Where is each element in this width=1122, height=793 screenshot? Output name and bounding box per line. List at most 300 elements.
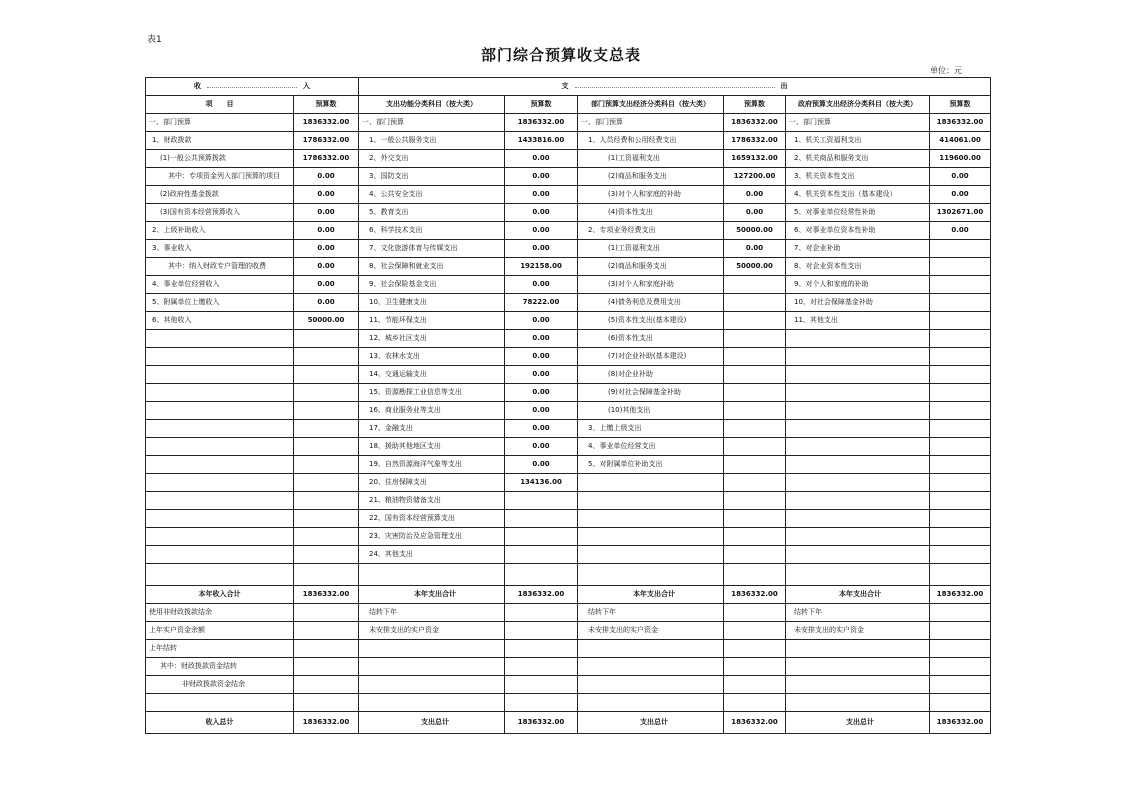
- cell-functional-item: 14、交通运输支出: [359, 366, 505, 384]
- cell-functional-amount: 0.00: [505, 330, 578, 348]
- col-header-dept-economic: 部门预算支出经济分类科目（按大类）: [578, 96, 724, 114]
- cell-gov-economic-item: [786, 676, 930, 694]
- cell-income-item: 上年实户资金余额: [146, 622, 294, 640]
- cell-functional-item: 2、外交支出: [359, 150, 505, 168]
- cell-income-amount: 1786332.00: [294, 132, 359, 150]
- cell-functional-item: 一、部门预算: [359, 114, 505, 132]
- cell-dept-economic-amount: [724, 348, 786, 366]
- cell-dept-economic-amount: 0.00: [724, 186, 786, 204]
- cell-income-item: 其中：纳入财政专户管理的收费: [146, 258, 294, 276]
- cell-dept-economic-item: [578, 546, 724, 564]
- empty-cell: [359, 694, 505, 712]
- cell-functional-amount: 0.00: [505, 186, 578, 204]
- cell-dept-economic-amount: [724, 658, 786, 676]
- empty-cell: [930, 564, 991, 586]
- cell-functional-item: 支出总计: [359, 712, 505, 734]
- cell-dept-economic-amount: [724, 438, 786, 456]
- cell-functional-amount: 0.00: [505, 240, 578, 258]
- col-header-functional: 支出功能分类科目（按大类）: [359, 96, 505, 114]
- cell-dept-economic-item: (5)资本性支出(基本建设): [578, 312, 724, 330]
- table-row: [146, 312, 991, 330]
- empty-cell: [505, 694, 578, 712]
- cell-dept-economic-item: [578, 640, 724, 658]
- cell-gov-economic-item: 结转下年: [786, 604, 930, 622]
- cell-dept-economic-item: (2)商品和服务支出: [578, 258, 724, 276]
- cell-functional-item: 18、援助其他地区支出: [359, 438, 505, 456]
- cell-gov-economic-amount: 414061.00: [930, 132, 991, 150]
- cell-dept-economic-amount: [724, 546, 786, 564]
- cell-gov-economic-item: [786, 492, 930, 510]
- cell-functional-amount: 0.00: [505, 456, 578, 474]
- cell-gov-economic-amount: [930, 528, 991, 546]
- cell-dept-economic-amount: [724, 420, 786, 438]
- cell-gov-economic-item: 6、对事业单位资本性补助: [786, 222, 930, 240]
- cell-functional-item: [359, 676, 505, 694]
- cell-dept-economic-item: 3、上缴上级支出: [578, 420, 724, 438]
- cell-gov-economic-amount: [930, 330, 991, 348]
- cell-gov-economic-item: [786, 474, 930, 492]
- cell-gov-economic-item: [786, 366, 930, 384]
- table-row: [146, 474, 991, 492]
- cell-income-amount: [294, 622, 359, 640]
- cell-gov-economic-amount: [930, 676, 991, 694]
- budget-table: [145, 77, 991, 734]
- cell-functional-amount: [505, 546, 578, 564]
- cell-gov-economic-amount: [930, 258, 991, 276]
- cell-gov-economic-amount: [930, 546, 991, 564]
- cell-income-item: [146, 402, 294, 420]
- spacer-row: [146, 564, 991, 586]
- cell-gov-economic-amount: 0.00: [930, 168, 991, 186]
- cell-functional-item: 11、节能环保支出: [359, 312, 505, 330]
- table-row: [146, 348, 991, 366]
- cell-income-amount: [294, 366, 359, 384]
- cell-functional-item: 17、金融支出: [359, 420, 505, 438]
- cell-gov-economic-amount: 1302671.00: [930, 204, 991, 222]
- cell-functional-item: 24、其他支出: [359, 546, 505, 564]
- cell-gov-economic-item: [786, 420, 930, 438]
- cell-income-item: [146, 384, 294, 402]
- cell-functional-amount: [505, 622, 578, 640]
- cell-gov-economic-amount: [930, 492, 991, 510]
- cell-income-amount: [294, 348, 359, 366]
- cell-dept-economic-amount: [724, 366, 786, 384]
- cell-dept-economic-item: 4、事业单位经营支出: [578, 438, 724, 456]
- empty-cell: [786, 564, 930, 586]
- cell-dept-economic-item: [578, 492, 724, 510]
- table-row: [146, 330, 991, 348]
- table-row: [146, 492, 991, 510]
- cell-income-amount: 0.00: [294, 186, 359, 204]
- cell-functional-item: 8、社会保障和就业支出: [359, 258, 505, 276]
- cell-dept-economic-item: 2、专项业务经费支出: [578, 222, 724, 240]
- empty-cell: [505, 564, 578, 586]
- cell-dept-economic-item: [578, 676, 724, 694]
- cell-income-item: (3)国有资本经营预算收入: [146, 204, 294, 222]
- cell-dept-economic-amount: [724, 456, 786, 474]
- cell-gov-economic-item: 7、对企业补助: [786, 240, 930, 258]
- cell-dept-economic-item: (7)对企业补助(基本建设): [578, 348, 724, 366]
- cell-dept-economic-item: (3)对个人和家庭的补助: [578, 186, 724, 204]
- cell-income-amount: [294, 330, 359, 348]
- cell-income-amount: 0.00: [294, 258, 359, 276]
- cell-gov-economic-amount: [930, 438, 991, 456]
- cell-functional-amount: 0.00: [505, 420, 578, 438]
- cell-gov-economic-amount: 1836332.00: [930, 586, 991, 604]
- cell-income-amount: 0.00: [294, 222, 359, 240]
- cell-gov-economic-amount: [930, 658, 991, 676]
- cell-functional-item: [359, 658, 505, 676]
- table-row: [146, 294, 991, 312]
- cell-gov-economic-item: 未安排支出的实户资金: [786, 622, 930, 640]
- cell-functional-amount: [505, 676, 578, 694]
- table-number: 表1: [147, 35, 162, 45]
- cell-gov-economic-item: 3、机关资本性支出: [786, 168, 930, 186]
- cell-dept-economic-item: 未安排支出的实户资金: [578, 622, 724, 640]
- cell-dept-economic-amount: [724, 384, 786, 402]
- cell-income-amount: [294, 676, 359, 694]
- cell-gov-economic-amount: 0.00: [930, 186, 991, 204]
- cell-gov-economic-amount: [930, 276, 991, 294]
- cell-dept-economic-amount: [724, 402, 786, 420]
- cell-dept-economic-item: 5、对附属单位补助支出: [578, 456, 724, 474]
- cell-income-amount: [294, 420, 359, 438]
- cell-gov-economic-item: 10、对社会保障基金补助: [786, 294, 930, 312]
- table-row: [146, 510, 991, 528]
- cell-dept-economic-amount: 1836332.00: [724, 114, 786, 132]
- cell-gov-economic-item: 2、机关商品和服务支出: [786, 150, 930, 168]
- cell-income-item: 1、财政拨款: [146, 132, 294, 150]
- cell-dept-economic-amount: 50000.00: [724, 258, 786, 276]
- cell-income-amount: 0.00: [294, 294, 359, 312]
- cell-functional-item: 未安排支出的实户资金: [359, 622, 505, 640]
- balance-row: [146, 676, 991, 694]
- cell-functional-amount: [505, 492, 578, 510]
- cell-gov-economic-item: 4、机关资本性支出（基本建设）: [786, 186, 930, 204]
- cell-income-item: 其中：财政拨款资金结转: [146, 658, 294, 676]
- cell-income-item: [146, 330, 294, 348]
- cell-income-item: 2、上级补助收入: [146, 222, 294, 240]
- cell-gov-economic-item: 9、对个人和家庭的补助: [786, 276, 930, 294]
- income-section-header: 收 入: [146, 78, 359, 96]
- col-header-income-amount: 预算数: [294, 96, 359, 114]
- cell-income-item: 6、其他收入: [146, 312, 294, 330]
- cell-income-amount: 1836332.00: [294, 586, 359, 604]
- cell-income-item: 3、事业收入: [146, 240, 294, 258]
- cell-income-amount: 0.00: [294, 168, 359, 186]
- cell-income-item: [146, 528, 294, 546]
- cell-dept-economic-amount: [724, 510, 786, 528]
- cell-gov-economic-amount: [930, 294, 991, 312]
- cell-gov-economic-amount: [930, 640, 991, 658]
- cell-functional-amount: 0.00: [505, 204, 578, 222]
- cell-functional-amount: [505, 640, 578, 658]
- table-row: [146, 222, 991, 240]
- cell-functional-item: 6、科学技术支出: [359, 222, 505, 240]
- cell-income-item: [146, 456, 294, 474]
- empty-cell: [146, 564, 294, 586]
- cell-functional-item: 15、资源勘探工业信息等支出: [359, 384, 505, 402]
- empty-cell: [578, 694, 724, 712]
- cell-income-item: [146, 474, 294, 492]
- cell-gov-economic-item: [786, 330, 930, 348]
- cell-income-amount: [294, 604, 359, 622]
- cell-functional-item: 16、商业服务业等支出: [359, 402, 505, 420]
- cell-income-item: [146, 366, 294, 384]
- cell-dept-economic-item: [578, 658, 724, 676]
- cell-functional-item: 7、文化旅游体育与传媒支出: [359, 240, 505, 258]
- balance-row: [146, 604, 991, 622]
- empty-cell: [359, 564, 505, 586]
- cell-gov-economic-amount: [930, 366, 991, 384]
- cell-income-amount: [294, 640, 359, 658]
- cell-dept-economic-amount: [724, 474, 786, 492]
- empty-cell: [578, 564, 724, 586]
- cell-dept-economic-amount: [724, 330, 786, 348]
- column-header-row: [146, 96, 991, 114]
- cell-functional-item: 3、国防支出: [359, 168, 505, 186]
- cell-income-item: 上年结转: [146, 640, 294, 658]
- cell-income-item: 5、附属单位上缴收入: [146, 294, 294, 312]
- cell-gov-economic-amount: [930, 312, 991, 330]
- cell-income-item: [146, 348, 294, 366]
- cell-gov-economic-amount: 0.00: [930, 222, 991, 240]
- cell-dept-economic-item: (10)其他支出: [578, 402, 724, 420]
- empty-cell: [930, 694, 991, 712]
- cell-functional-amount: [505, 658, 578, 676]
- cell-gov-economic-amount: 1836332.00: [930, 712, 991, 734]
- cell-income-item: 一、部门预算: [146, 114, 294, 132]
- col-header-gov-economic: 政府预算支出经济分类科目（按大类）: [786, 96, 930, 114]
- table-row: [146, 258, 991, 276]
- cell-dept-economic-amount: 50000.00: [724, 222, 786, 240]
- section-header-row: [146, 78, 991, 96]
- page-title: 部门综合预算收支总表: [480, 46, 641, 64]
- cell-dept-economic-item: (6)资本性支出: [578, 330, 724, 348]
- cell-dept-economic-item: (2)商品和服务支出: [578, 168, 724, 186]
- balance-row: [146, 622, 991, 640]
- balance-row: [146, 658, 991, 676]
- cell-income-item: [146, 546, 294, 564]
- cell-functional-amount: 1433816.00: [505, 132, 578, 150]
- cell-gov-economic-item: [786, 528, 930, 546]
- table-row: [146, 186, 991, 204]
- cell-functional-amount: [505, 510, 578, 528]
- cell-dept-economic-item: 支出总计: [578, 712, 724, 734]
- col-header-income-item: 项 目: [146, 96, 294, 114]
- cell-dept-economic-item: (4)资本性支出: [578, 204, 724, 222]
- cell-dept-economic-item: 1、人员经费和公用经费支出: [578, 132, 724, 150]
- table-row: [146, 168, 991, 186]
- cell-income-amount: [294, 384, 359, 402]
- cell-income-amount: [294, 658, 359, 676]
- cell-income-amount: [294, 474, 359, 492]
- cell-dept-economic-amount: 1659132.00: [724, 150, 786, 168]
- table-row: [146, 438, 991, 456]
- cell-income-item: [146, 510, 294, 528]
- cell-dept-economic-amount: 0.00: [724, 240, 786, 258]
- cell-dept-economic-amount: [724, 276, 786, 294]
- cell-gov-economic-amount: [930, 384, 991, 402]
- cell-income-amount: 0.00: [294, 240, 359, 258]
- cell-dept-economic-item: 一、部门预算: [578, 114, 724, 132]
- cell-income-amount: 1836332.00: [294, 114, 359, 132]
- cell-gov-economic-item: [786, 384, 930, 402]
- cell-gov-economic-item: [786, 640, 930, 658]
- cell-gov-economic-item: 1、机关工资福利支出: [786, 132, 930, 150]
- cell-dept-economic-item: [578, 528, 724, 546]
- cell-dept-economic-amount: 1836332.00: [724, 586, 786, 604]
- cell-gov-economic-amount: [930, 402, 991, 420]
- table-row: [146, 546, 991, 564]
- cell-income-amount: 50000.00: [294, 312, 359, 330]
- cell-functional-item: 12、城乡社区支出: [359, 330, 505, 348]
- cell-gov-economic-amount: [930, 240, 991, 258]
- cell-income-item: 使用非财政拨款结余: [146, 604, 294, 622]
- cell-gov-economic-item: 本年支出合计: [786, 586, 930, 604]
- cell-gov-economic-amount: [930, 420, 991, 438]
- cell-income-amount: [294, 546, 359, 564]
- table-row: [146, 528, 991, 546]
- table-row: [146, 276, 991, 294]
- table-row: [146, 420, 991, 438]
- cell-income-amount: 0.00: [294, 276, 359, 294]
- grand-total-row: [146, 712, 991, 734]
- cell-income-item: 4、事业单位经营收入: [146, 276, 294, 294]
- cell-dept-economic-item: (9)对社会保障基金补助: [578, 384, 724, 402]
- cell-dept-economic-item: (1)工资福利支出: [578, 150, 724, 168]
- col-header-dept-economic-amount: 预算数: [724, 96, 786, 114]
- cell-functional-item: 结转下年: [359, 604, 505, 622]
- table-row: [146, 384, 991, 402]
- cell-functional-item: 21、粮油物资储备支出: [359, 492, 505, 510]
- cell-dept-economic-amount: 1786332.00: [724, 132, 786, 150]
- cell-functional-amount: 0.00: [505, 312, 578, 330]
- empty-cell: [294, 694, 359, 712]
- cell-dept-economic-item: (4)债务利息及费用支出: [578, 294, 724, 312]
- table-row: [146, 366, 991, 384]
- table-row: [146, 114, 991, 132]
- cell-dept-economic-amount: [724, 528, 786, 546]
- cell-income-item: [146, 492, 294, 510]
- cell-gov-economic-item: [786, 510, 930, 528]
- cell-income-amount: [294, 510, 359, 528]
- table-row: [146, 402, 991, 420]
- cell-dept-economic-amount: [724, 294, 786, 312]
- cell-dept-economic-amount: [724, 622, 786, 640]
- cell-dept-economic-amount: [724, 492, 786, 510]
- cell-income-item: 非财政拨款资金结余: [146, 676, 294, 694]
- empty-cell: [724, 564, 786, 586]
- cell-income-amount: [294, 528, 359, 546]
- empty-cell: [294, 564, 359, 586]
- cell-income-item: (2)政府性基金拨款: [146, 186, 294, 204]
- cell-income-amount: [294, 456, 359, 474]
- cell-income-amount: [294, 438, 359, 456]
- cell-functional-item: 本年支出合计: [359, 586, 505, 604]
- cell-gov-economic-item: 11、其他支出: [786, 312, 930, 330]
- cell-functional-amount: 0.00: [505, 438, 578, 456]
- empty-cell: [786, 694, 930, 712]
- cell-functional-amount: 0.00: [505, 384, 578, 402]
- cell-dept-economic-item: [578, 474, 724, 492]
- cell-dept-economic-item: (3)对个人和家庭补助: [578, 276, 724, 294]
- cell-income-amount: [294, 402, 359, 420]
- cell-gov-economic-amount: 119600.00: [930, 150, 991, 168]
- cell-income-amount: 1836332.00: [294, 712, 359, 734]
- cell-functional-amount: 1836332.00: [505, 586, 578, 604]
- cell-functional-amount: 0.00: [505, 222, 578, 240]
- cell-gov-economic-item: [786, 546, 930, 564]
- cell-income-item: [146, 420, 294, 438]
- cell-dept-economic-amount: 127200.00: [724, 168, 786, 186]
- cell-functional-amount: 0.00: [505, 348, 578, 366]
- cell-gov-economic-item: 一、部门预算: [786, 114, 930, 132]
- cell-income-item: (1)一般公共预算拨款: [146, 150, 294, 168]
- cell-functional-amount: 1836332.00: [505, 712, 578, 734]
- unit-label: 单位：元: [930, 66, 962, 75]
- cell-gov-economic-amount: [930, 604, 991, 622]
- cell-functional-amount: 0.00: [505, 402, 578, 420]
- cell-functional-item: 13、农林水支出: [359, 348, 505, 366]
- table-row: [146, 204, 991, 222]
- table-row: [146, 240, 991, 258]
- cell-gov-economic-amount: [930, 622, 991, 640]
- cell-dept-economic-amount: [724, 312, 786, 330]
- cell-income-item: 收入总计: [146, 712, 294, 734]
- cell-functional-item: [359, 640, 505, 658]
- cell-functional-item: 20、住房保障支出: [359, 474, 505, 492]
- cell-functional-amount: 134136.00: [505, 474, 578, 492]
- cell-functional-amount: 0.00: [505, 366, 578, 384]
- cell-income-item: 本年收入合计: [146, 586, 294, 604]
- cell-gov-economic-amount: 1836332.00: [930, 114, 991, 132]
- cell-functional-item: 1、一般公共服务支出: [359, 132, 505, 150]
- cell-gov-economic-item: [786, 402, 930, 420]
- cell-functional-amount: [505, 528, 578, 546]
- cell-dept-economic-amount: 0.00: [724, 204, 786, 222]
- cell-dept-economic-item: 本年支出合计: [578, 586, 724, 604]
- cell-gov-economic-item: [786, 456, 930, 474]
- cell-functional-item: 5、教育支出: [359, 204, 505, 222]
- cell-gov-economic-item: [786, 658, 930, 676]
- cell-dept-economic-amount: [724, 640, 786, 658]
- cell-functional-amount: [505, 604, 578, 622]
- cell-functional-amount: 0.00: [505, 168, 578, 186]
- cell-gov-economic-item: [786, 348, 930, 366]
- cell-functional-item: 23、灾害防治及应急管理支出: [359, 528, 505, 546]
- balance-row: [146, 640, 991, 658]
- cell-dept-economic-item: (1)工资福利支出: [578, 240, 724, 258]
- cell-gov-economic-item: [786, 438, 930, 456]
- cell-gov-economic-amount: [930, 510, 991, 528]
- col-header-gov-economic-amount: 预算数: [930, 96, 991, 114]
- cell-gov-economic-amount: [930, 456, 991, 474]
- cell-functional-item: 10、卫生健康支出: [359, 294, 505, 312]
- table-row: [146, 132, 991, 150]
- empty-cell: [146, 694, 294, 712]
- cell-dept-economic-item: [578, 510, 724, 528]
- cell-functional-amount: 0.00: [505, 276, 578, 294]
- table-row: [146, 456, 991, 474]
- cell-dept-economic-item: (8)对企业补助: [578, 366, 724, 384]
- cell-functional-amount: 78222.00: [505, 294, 578, 312]
- empty-cell: [724, 694, 786, 712]
- cell-functional-amount: 192158.00: [505, 258, 578, 276]
- cell-dept-economic-item: 结转下年: [578, 604, 724, 622]
- cell-income-amount: [294, 492, 359, 510]
- spacer-row: [146, 694, 991, 712]
